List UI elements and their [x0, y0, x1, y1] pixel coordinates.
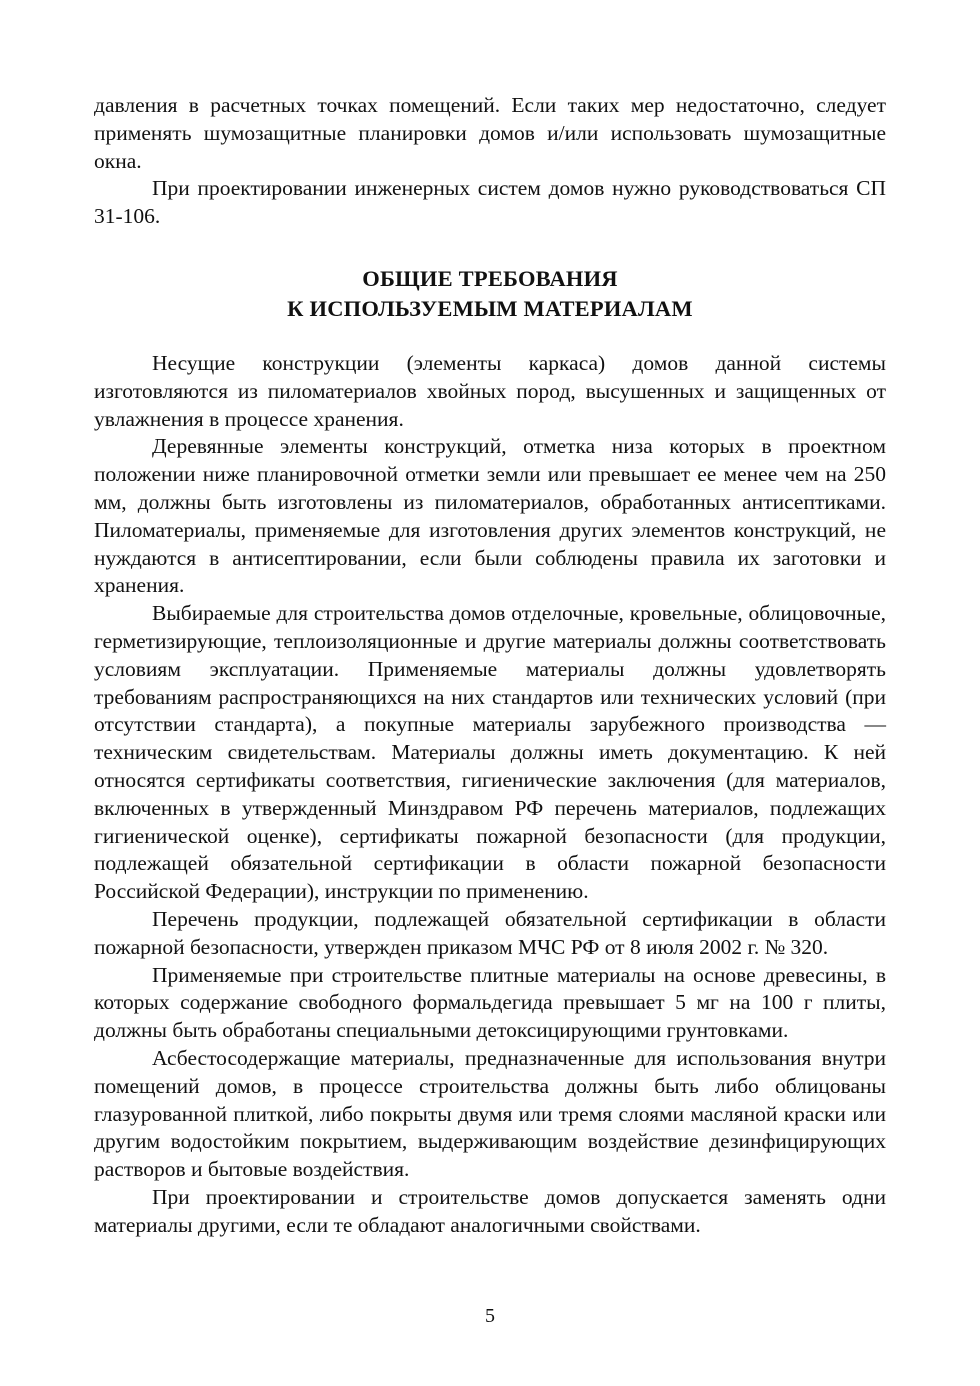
- page-number: 5: [485, 1305, 495, 1327]
- paragraph-certification-list: Перечень продукции, подлежащей обязательной сертификации в области пожарной безопасности, утвержден приказом МЧС РФ от 8 июля 2002 г. № 320.: [94, 906, 886, 959]
- intro-paragraph-continued: давления в расчетных точках помещений. Если таких мер недостаточно, следует применять шумозащитные планировки домов и/или использовать шумозащитные окна.: [94, 93, 886, 173]
- intro-paragraph-engineering: При проектировании инженерных систем домов нужно руководствоваться СП 31-106.: [94, 176, 886, 229]
- paragraph-asbestos: Асбестосодержащие материалы, предназначенные для использования внутри помещений домов, в процессе строительства должны быть либо облицованы глазурованной плиткой, либо покрыты двумя или тремя слоями масляной краски или другим водостойким покрытием, выдерживающим воздействие дезинфицирующих растворов и бытовые воздействия.: [94, 1045, 886, 1182]
- paragraph-substitution: При проектировании и строительстве домов допускается заменять одни материалы другими, если те обладают аналогичными свойствами.: [94, 1184, 886, 1237]
- section-heading-line-1: ОБЩИЕ ТРЕБОВАНИЯ: [362, 265, 618, 291]
- paragraph-load-bearing: Несущие конструкции (элементы каркаса) домов данной системы изготовляются из пиломатериалов хвойных пород, высушенных и защищенных от увлажнения в процессе хранения.: [94, 350, 886, 431]
- paragraph-material-selection: Выбираемые для строительства домов отделочные, кровельные, облицовочные, герметизирующие, теплоизоляционные и другие материалы должны соответствовать условиям эксплуатации. Применяемые материалы должны удовлетворять требованиям распространяющихся на них стандартов или технических условий (при отсутствии стандарта), а покупные материалы зарубежного производства — техническим свидетельствам. Материалы должны иметь документацию. К ней относятся сертификаты соответствия, гигиенические заключения (для материалов, включенных в утвержденный Минздравом РФ перечень материалов, подлежащих гигиенической оценке), сертификаты пожарной безопасности (для продукции, подлежащей обязательной сертификации в области пожарной безопасности Российской Федерации), инструкции по применению.: [94, 601, 886, 904]
- document-page: [94, 92, 886, 1239]
- section-heading: [94, 264, 886, 324]
- paragraph-board-materials: Применяемые при строительстве плитные материалы на основе древесины, в которых содержание свободного формальдегида превышает 5 мг на 100 г плиты, должны быть обработаны специальными детоксицирующими грунтовками.: [94, 962, 886, 1043]
- section-heading-line-2: К ИСПОЛЬЗУЕМЫМ МАТЕРИАЛАМ: [287, 295, 693, 321]
- paragraph-wooden-elements: Деревянные элементы конструкций, отметка низа которых в проектном положении ниже планировочной отметки земли или превышает ее менее чем на 250 мм, должны быть изготовлены из пиломатериалов, обработанных антисептиками. Пиломатериалы, применяемые для изготовления других элементов конструкций, не нуждаются в антисептировании, если были соблюдены правила их заготовки и хранения.: [94, 434, 886, 598]
